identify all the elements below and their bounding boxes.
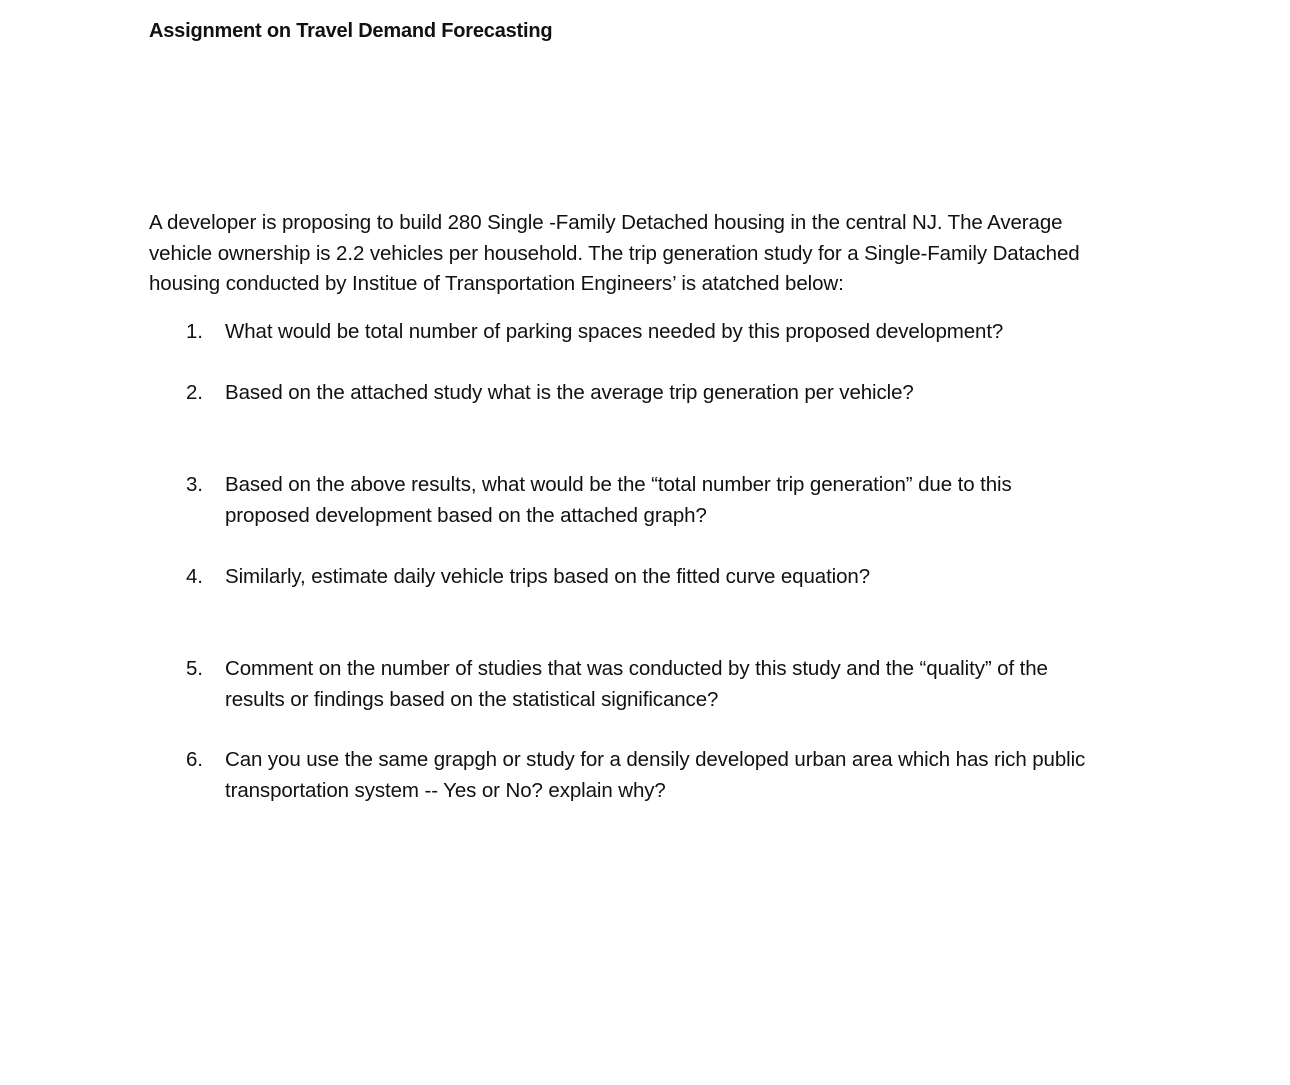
question-text — [225, 377, 1155, 408]
question-number: 2. — [186, 381, 203, 404]
question-line: transportation system -- Yes or No? explain why? — [225, 779, 666, 802]
question-text — [225, 469, 1155, 531]
question-text — [225, 561, 1155, 592]
intro-line: vehicle ownership is 2.2 vehicles per household. The trip generation study for a Single-Family Datached — [149, 241, 1080, 265]
question-line: Can you use the same grapgh or study for a densily developed urban area which has rich public — [225, 748, 1086, 771]
question-line: results or findings based on the statistical significance? — [225, 688, 719, 711]
question-number: 6. — [186, 748, 203, 771]
question-number: 3. — [186, 473, 203, 496]
question-line: Based on the attached study what is the average trip generation per vehicle? — [225, 381, 914, 404]
question-line: What would be total number of parking spaces needed by this proposed development? — [225, 320, 1004, 343]
question-line: Comment on the number of studies that was conducted by this study and the “quality” of the — [225, 657, 1048, 680]
question-number: 1. — [186, 320, 203, 343]
intro-line: A developer is proposing to build 280 Single -Family Detached housing in the central NJ. The Average — [149, 211, 1063, 234]
question-line: proposed development based on the attached graph? — [225, 504, 707, 527]
question-line: Based on the above results, what would be the “total number trip generation” due to this — [225, 473, 1012, 496]
document-title: Assignment on Travel Demand Forecasting — [149, 20, 553, 42]
question-number: 4. — [186, 565, 203, 588]
intro-paragraph — [149, 208, 1139, 300]
question-number: 5. — [186, 657, 203, 680]
question-text — [225, 744, 1155, 806]
question-line: Similarly, estimate daily vehicle trips based on the fitted curve equation? — [225, 565, 871, 588]
question-text — [225, 653, 1155, 715]
intro-line: housing conducted by Institue of Transportation Engineers’ is atatched below: — [149, 272, 844, 295]
question-text — [225, 316, 1155, 347]
